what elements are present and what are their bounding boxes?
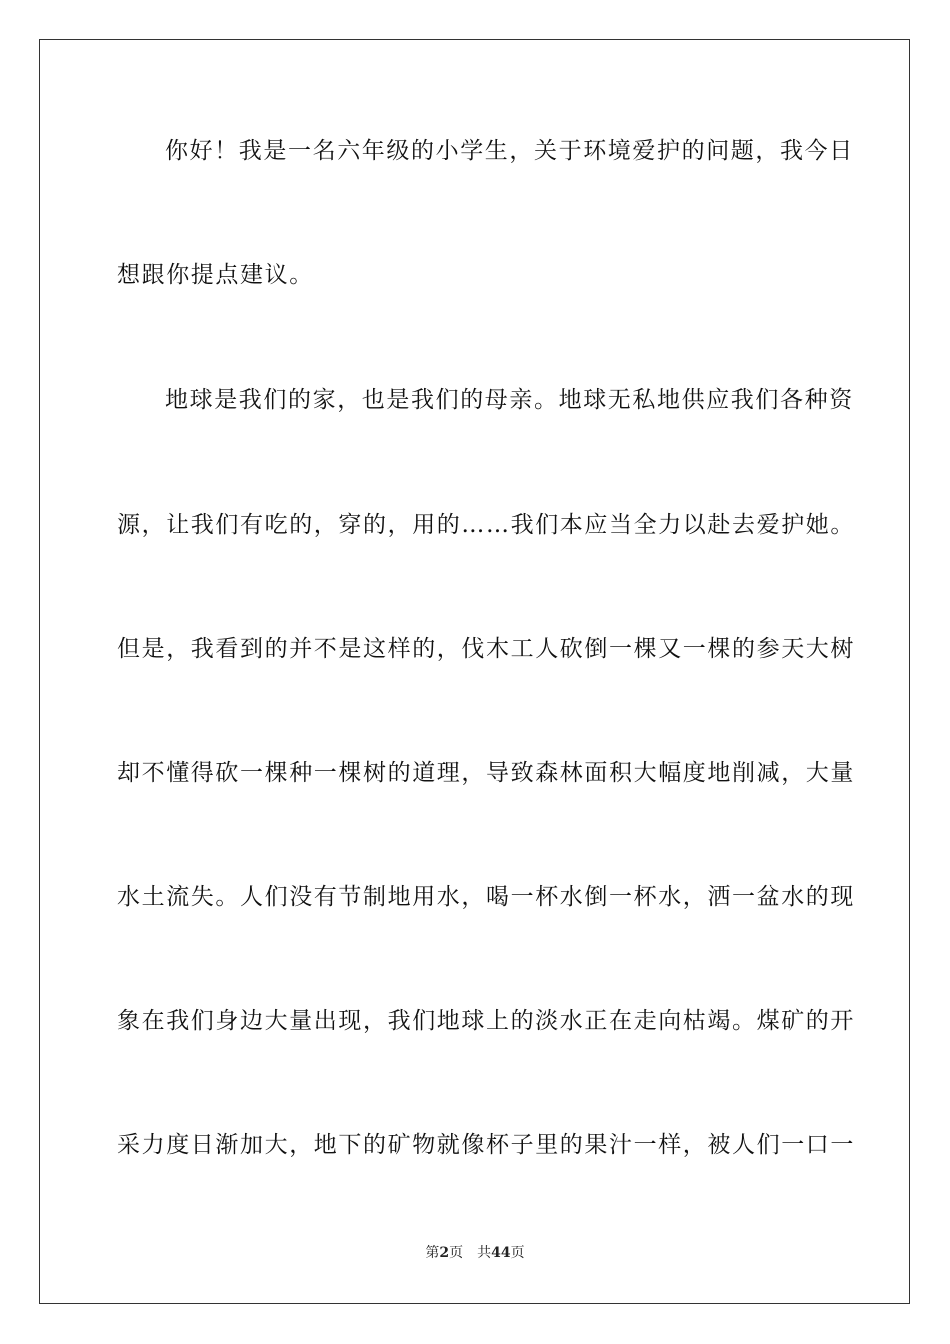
total-pages: 44	[491, 1245, 511, 1261]
paragraph-1-line-1: 你好！我是一名六年级的小学生，关于环境爱护的问题，我今日	[165, 138, 854, 164]
paragraph-2-line-3: 但是，我看到的并不是这样的，伐木工人砍倒一棵又一棵的参天大树	[117, 636, 855, 662]
paragraph-1-line-2: 想跟你提点建议。	[117, 262, 314, 288]
total-label-prefix: 共	[477, 1245, 492, 1261]
paragraph-2-line-7: 采力度日渐加大，地下的矿物就像杯子里的果汁一样，被人们一口一	[117, 1132, 855, 1158]
page-number: 2	[439, 1245, 450, 1261]
paragraph-2-line-2: 源，让我们有吃的，穿的，用的……我们本应当全力以赴去爱护她。	[117, 512, 855, 538]
paragraph-2-line-5: 水土流失。人们没有节制地用水，喝一杯水倒一杯水，洒一盆水的现	[117, 884, 855, 910]
paragraph-2-line-4: 却不懂得砍一棵种一棵树的道理，导致森林面积大幅度地削减，大量	[117, 760, 855, 786]
page-label-prefix: 第	[425, 1245, 440, 1261]
paragraph-2-line-1: 地球是我们的家，也是我们的母亲。地球无私地供应我们各种资	[165, 387, 854, 413]
paragraph-2-line-6: 象在我们身边大量出现，我们地球上的淡水正在走向枯竭。煤矿的开	[117, 1008, 855, 1034]
page-label-suffix: 页	[449, 1245, 464, 1261]
page-footer	[0, 1244, 950, 1262]
page-frame	[39, 39, 910, 1304]
total-label-suffix: 页	[510, 1245, 525, 1261]
